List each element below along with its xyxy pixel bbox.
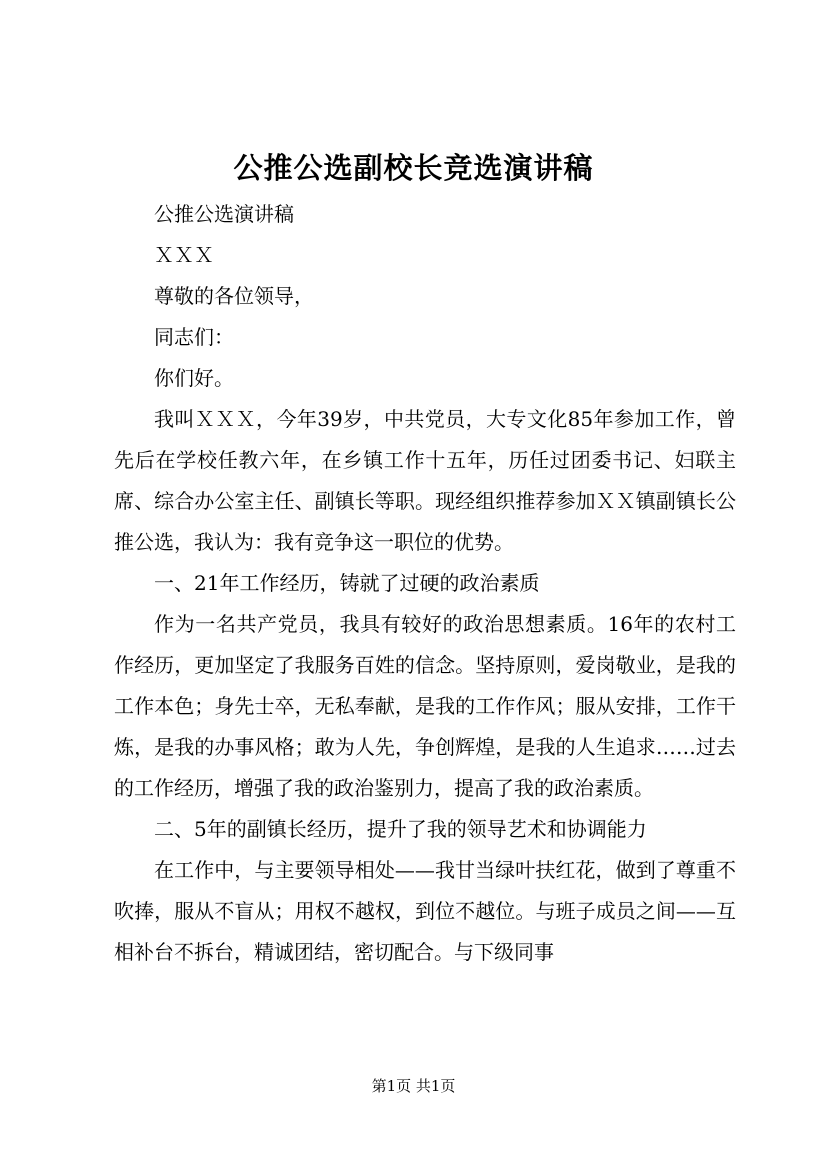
section-heading-1: 一、21年工作经历，铸就了过硬的政治素质	[154, 571, 540, 595]
paragraph-greeting: 你们好。	[154, 366, 234, 390]
document-body	[114, 194, 736, 973]
paragraph-section-2: 在工作中，与主要领导相处——我甘当绿叶扶红花，做到了尊重不吹捧，服从不盲从；用权不越权，到位不越位。与班子成员之间——互相补台不拆台，精诚团结，密切配合。与下级同事	[114, 858, 736, 964]
paragraph-author: ＸＸＸ	[154, 243, 214, 267]
paragraph-salutation-comrades: 同志们：	[154, 325, 234, 349]
paragraph-subtitle: 公推公选演讲稿	[154, 202, 294, 226]
paragraph-salutation-leaders: 尊敬的各位领导，	[154, 284, 314, 308]
paragraph-section-1: 作为一名共产党员，我具有较好的政治思想素质。16年的农村工作经历，更加坚定了我服务百姓的信念。坚持原则，爱岗敬业，是我的工作本色；身先士卒，无私奉献，是我的工作作风；服从安排，工作干炼，是我的办事风格；敢为人先，争创辉煌，是我的人生追求……过去的工作经历，增强了我的政治鉴别力，提高了我的政治素质。	[114, 612, 736, 800]
paragraph-introduction: 我叫ＸＸＸ，今年39岁，中共党员，大专文化85年参加工作，曾先后在学校任教六年，在乡镇工作十五年，历任过团委书记、妇联主席、综合办公室主任、副镇长等职。现经组织推荐参加ＸＸ镇副镇长公推公选，我认为：我有竞争这一职位的优势。	[114, 407, 736, 554]
page-footer: 第1页 共1页	[371, 1077, 456, 1095]
document-title: 公推公选副校长竞选演讲稿	[233, 151, 594, 185]
section-heading-2: 二、5年的副镇长经历，提升了我的领导艺术和协调能力	[154, 817, 647, 841]
